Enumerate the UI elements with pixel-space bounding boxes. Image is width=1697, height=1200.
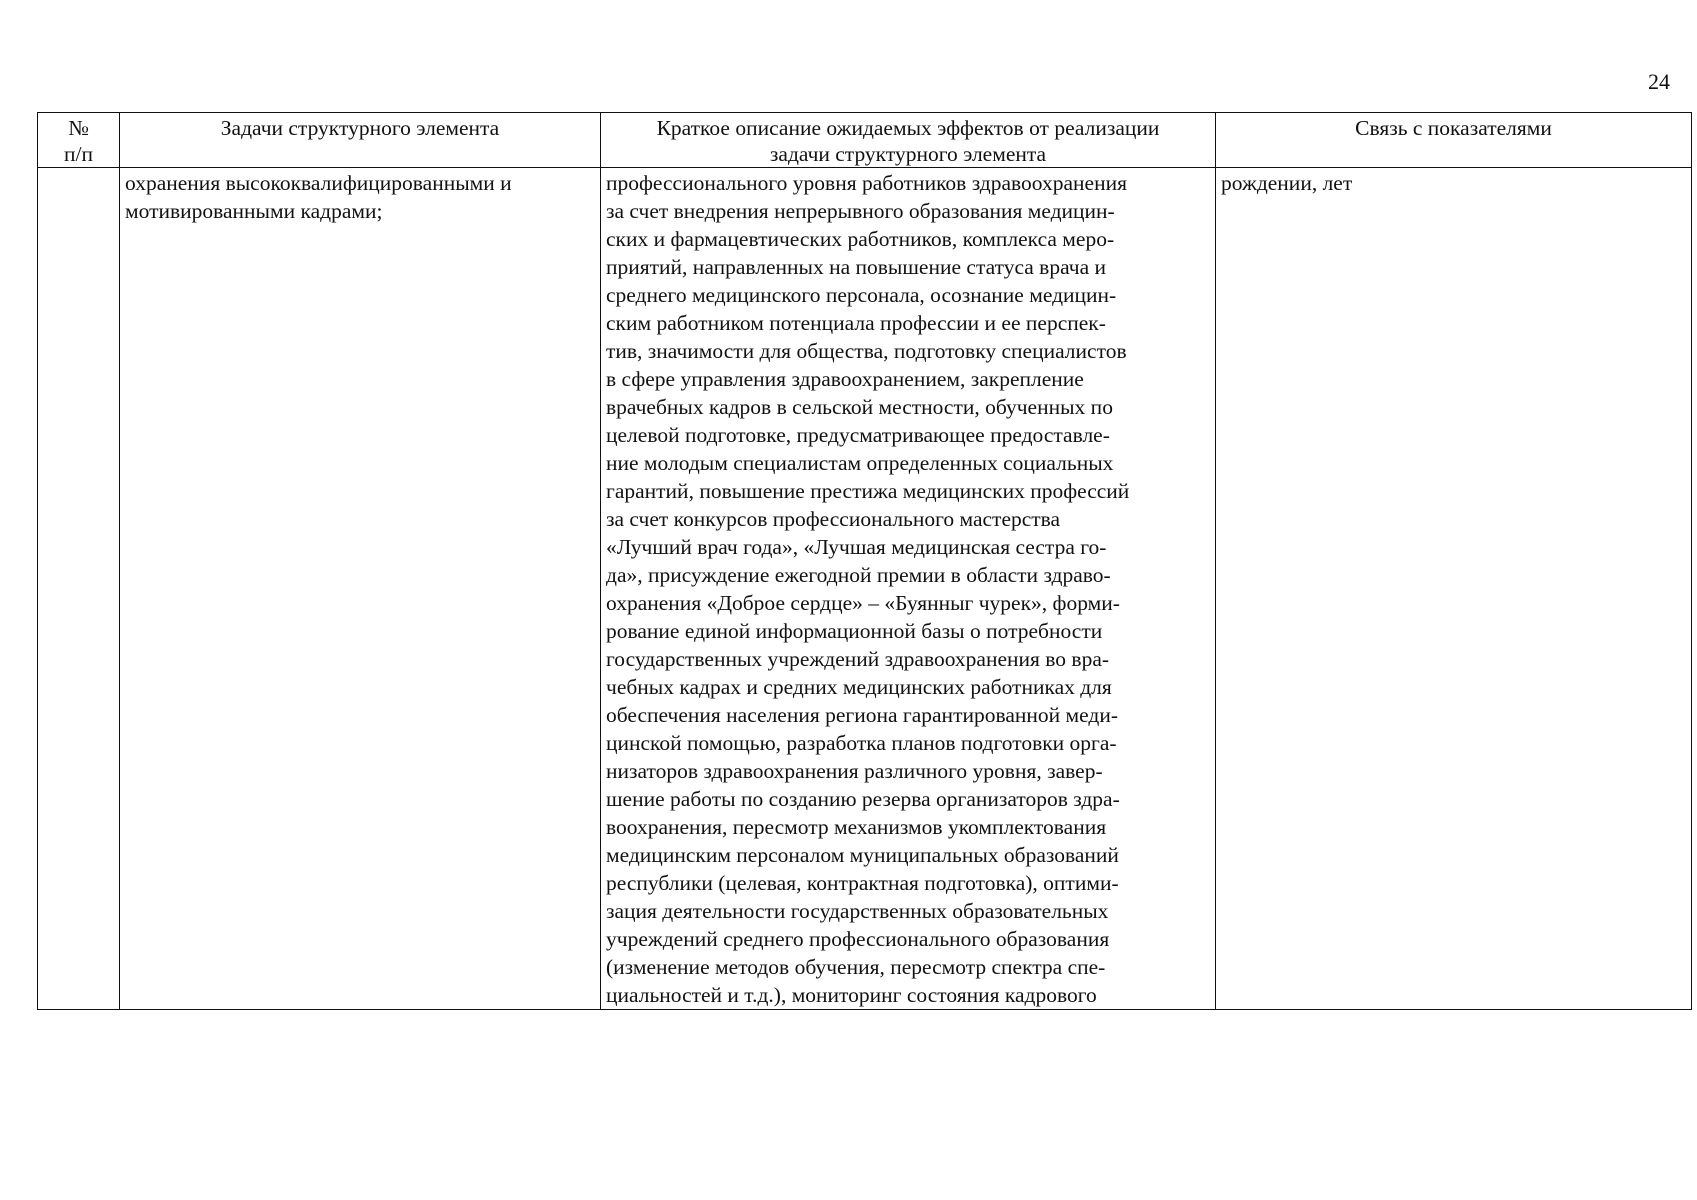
description-line: тив, значимости для общества, подготовку специалистов (606, 339, 1127, 363)
description-line: приятий, направленных на повышение статуса врача и (606, 255, 1106, 279)
cell-task (120, 168, 601, 1010)
description-line: гарантий, повышение престижа медицинских профессий (606, 479, 1130, 503)
header-description (601, 113, 1216, 168)
description-line: цинской помощью, разработка планов подготовки орга- (606, 731, 1117, 755)
description-line: зация деятельности государственных образовательных (606, 899, 1109, 923)
description-line: ским работником потенциала профессии и ее перспек- (606, 311, 1106, 335)
header-number-symbol: № (68, 116, 89, 140)
description-line: ние молодым специалистам определенных социальных (606, 451, 1114, 475)
cell-number (38, 168, 120, 1010)
cell-indicators: рождении, лет (1216, 168, 1692, 1010)
task-line: мотивированными кадрами; (125, 199, 383, 223)
description-line: врачебных кадров в сельской местности, обученных по (606, 395, 1113, 419)
header-tasks: Задачи структурного элемента (120, 113, 601, 168)
description-line: рование единой информационной базы о потребности (606, 619, 1103, 643)
table-header-row (38, 113, 1692, 168)
description-line: обеспечения населения региона гарантированной меди- (606, 703, 1118, 727)
description-line: профессионального уровня работников здравоохранения (606, 171, 1127, 195)
description-line: да», присуждение ежегодной премии в области здраво- (606, 563, 1111, 587)
description-line: в сфере управления здравоохранением, закрепление (606, 367, 1084, 391)
page-number: 24 (1648, 69, 1670, 94)
description-line: «Лучший врач года», «Лучшая медицинская сестра го- (606, 535, 1107, 559)
description-line: учреждений среднего профессионального образования (606, 927, 1110, 951)
program-table (37, 112, 1692, 1010)
description-line: целевой подготовке, предусматривающее предоставле- (606, 423, 1110, 447)
header-indicators: Связь с показателями (1216, 113, 1692, 168)
header-description-line: задачи структурного элемента (769, 142, 1047, 166)
cell-description (601, 168, 1216, 1010)
description-line: за счет внедрения непрерывного образования медицин- (606, 199, 1115, 223)
task-line: охранения высококвалифицированными и (125, 171, 512, 195)
description-line: (изменение методов обучения, пересмотр спектра спе- (606, 955, 1106, 979)
description-line: медицинским персоналом муниципальных образований (606, 843, 1119, 867)
description-line: низаторов здравоохранения различного уровня, завер- (606, 759, 1103, 783)
description-line: шение работы по созданию резерва организаторов здра- (606, 787, 1120, 811)
description-line: охранения «Доброе сердце» – «Буянныг чурек», форми- (606, 591, 1120, 615)
description-line: циальностей и т.д.), мониторинг состояния кадрового (606, 983, 1097, 1007)
description-line: воохранения, пересмотр механизмов укомплектования (606, 815, 1107, 839)
description-line: ских и фармацевтических работников, комплекса меро- (606, 227, 1115, 251)
description-line: республики (целевая, контрактная подготовка), оптими- (606, 871, 1119, 895)
description-line: чебных кадрах и средних медицинских работниках для (606, 675, 1112, 699)
description-line: государственных учреждений здравоохранения во вра- (606, 647, 1110, 671)
description-line: среднего медицинского персонала, осознание медицин- (606, 283, 1117, 307)
header-number-abbr: п/п (64, 142, 93, 166)
header-description-line: Краткое описание ожидаемых эффектов от реализации (656, 116, 1160, 140)
table-row (38, 168, 1692, 1010)
description-line: за счет конкурсов профессионального мастерства (606, 507, 1061, 531)
header-number (38, 113, 120, 168)
